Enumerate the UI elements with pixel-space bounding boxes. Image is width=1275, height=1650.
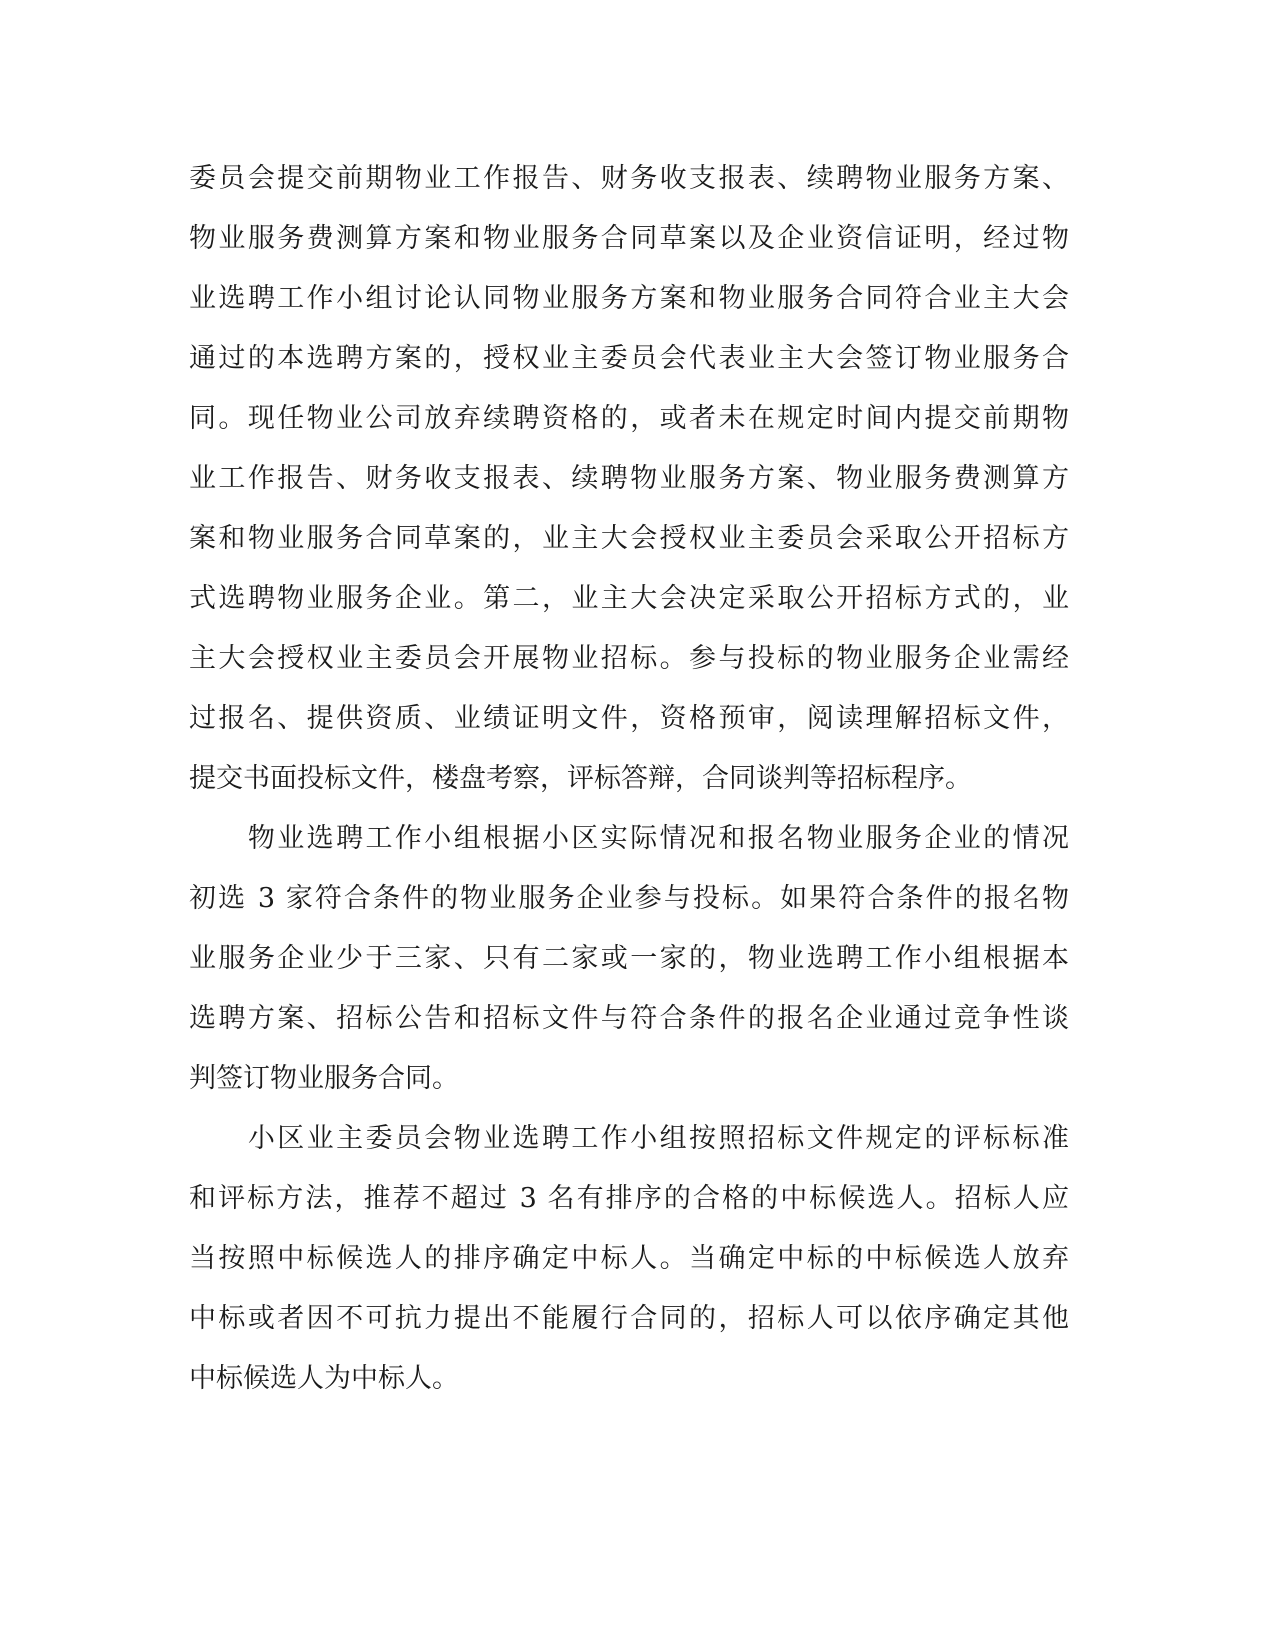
text-line: 委员会提交前期物业工作报告、财务收支报表、续聘物业服务方案、 [189,163,1069,194]
text-line: 业服务企业少于三家、只有二家或一家的，物业选聘工作小组根据本 [189,943,1069,974]
text-line: 主大会授权业主委员会开展物业招标。参与投标的物业服务企业需经 [189,643,1069,674]
text-line: 提交书面投标文件，楼盘考察，评标答辩，合同谈判等招标程序。 [189,763,972,794]
text-line: 和评标方法，推荐不超过 3 名有排序的合格的中标候选人。招标人应 [189,1183,1069,1214]
document-body [189,149,1069,1409]
text-line: 业选聘工作小组讨论认同物业服务方案和物业服务合同符合业主大会 [189,283,1069,314]
text-line: 案和物业服务合同草案的，业主大会授权业主委员会采取公开招标方 [189,523,1069,554]
text-line: 选聘方案、招标公告和招标文件与符合条件的报名企业通过竞争性谈 [189,1003,1069,1034]
text-line: 物业服务费测算方案和物业服务合同草案以及企业资信证明，经过物 [189,223,1069,254]
paragraph-2 [189,809,1069,1109]
text-line: 式选聘物业服务企业。第二，业主大会决定采取公开招标方式的，业 [189,583,1069,614]
text-line: 中标或者因不可抗力提出不能履行合同的，招标人可以依序确定其他 [189,1303,1069,1334]
text-line: 过报名、提供资质、业绩证明文件，资格预审，阅读理解招标文件， [189,703,1069,734]
paragraph-3 [189,1109,1069,1409]
text-line: 当按照中标候选人的排序确定中标人。当确定中标的中标候选人放弃 [189,1243,1069,1274]
text-line: 小区业主委员会物业选聘工作小组按照招标文件规定的评标标准 [189,1123,1069,1154]
paragraph-1 [189,149,1069,809]
text-line: 业工作报告、财务收支报表、续聘物业服务方案、物业服务费测算方 [189,463,1069,494]
text-line: 物业选聘工作小组根据小区实际情况和报名物业服务企业的情况 [189,823,1069,854]
text-line: 同。现任物业公司放弃续聘资格的，或者未在规定时间内提交前期物 [189,403,1069,434]
text-line: 判签订物业服务合同。 [189,1063,459,1094]
text-line: 中标候选人为中标人。 [189,1363,459,1394]
text-line: 初选 3 家符合条件的物业服务企业参与投标。如果符合条件的报名物 [189,883,1069,914]
text-line: 通过的本选聘方案的，授权业主委员会代表业主大会签订物业服务合 [189,343,1069,374]
